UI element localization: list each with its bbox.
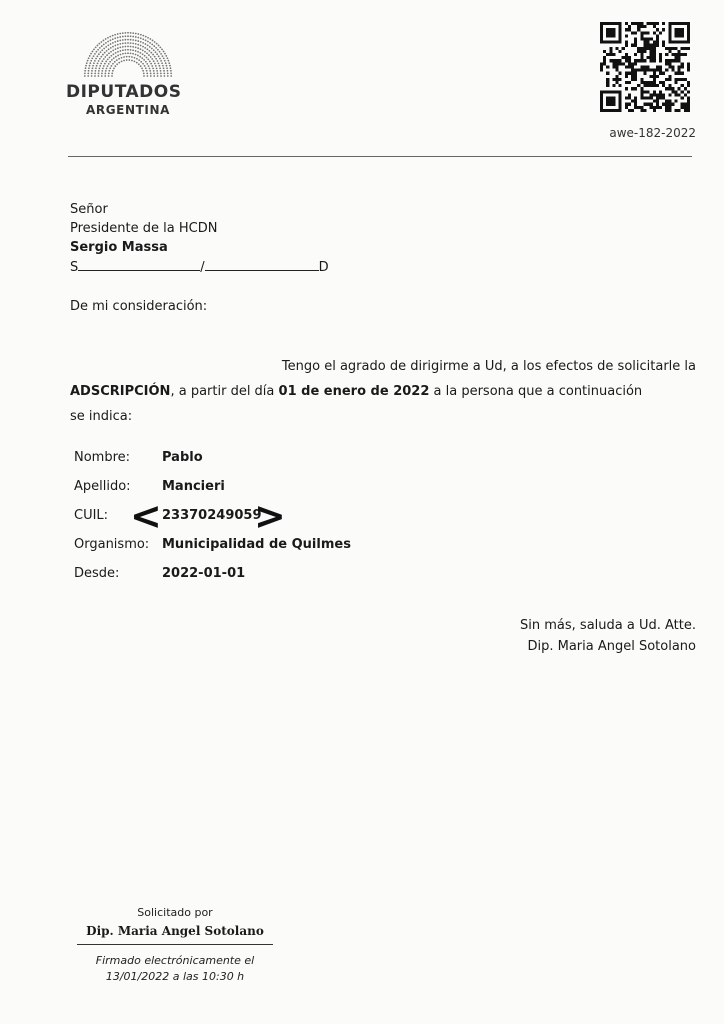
detail-label: Apellido: [74,479,131,494]
detail-label: Organismo: [74,537,150,552]
requested-name: Dip. Maria Angel Sotolano [86,924,264,938]
sd-blank-2 [205,257,319,271]
detail-value: Municipalidad de Quilmes [162,537,351,552]
body-line-2 [70,379,696,404]
detail-label: Nombre: [74,450,131,465]
body-mid: , a partir del día [170,384,279,399]
recipient-block [70,200,329,277]
sd-d: D [318,260,329,275]
detail-label: CUIL: [74,508,109,523]
recipient-sd-line [70,257,329,277]
signed-note [70,953,280,985]
request-footer [70,906,280,985]
logo-country: ARGENTINA [86,103,170,117]
detail-value: Mancieri [162,479,225,494]
body-line-3: se indica: [70,409,133,424]
closing-line: Sin más, saluda a Ud. Atte. [520,618,696,633]
body-line-1: Tengo el agrado de dirigirme a Ud, a los efectos de solicitarle la [281,359,696,374]
sd-slash: / [200,260,205,275]
logo-name: DIPUTADOS [66,82,182,102]
requested-label: Solicitado por [137,906,213,919]
body-date: 01 de enero de 2022 [278,384,430,399]
body-tail: a la persona que a continuación [429,384,643,399]
sd-s: S [70,260,79,275]
detail-value: 23370249059 [162,508,262,523]
signature-divider [77,944,273,945]
recipient-salutation: Señor [70,202,108,217]
diputados-logo [66,30,190,117]
signed-line-1: Firmado electrónicamente el [95,954,255,967]
recipient-name: Sergio Massa [70,240,168,255]
document-reference: awe-182-2022 [609,126,696,140]
chevron-left-icon: < [130,494,162,538]
signed-line-2: 13/01/2022 a las 10:30 h [105,970,245,983]
closing-block [520,615,696,657]
sd-blank-1 [78,257,200,271]
qr-code-icon [600,22,690,112]
header-divider [68,156,692,157]
closing-signer: Dip. Maria Angel Sotolano [527,639,696,654]
chevron-right-icon: > [254,494,286,538]
recipient-position: Presidente de la HCDN [70,221,218,236]
detail-label: Desde: [74,566,120,581]
body-paragraph [70,354,696,429]
detail-value: Pablo [162,450,203,465]
hemicycle-icon [78,30,178,78]
greeting: De mi consideración: [70,299,208,314]
detail-value: 2022-01-01 [162,566,246,581]
body-term: ADSCRIPCIÓN [70,384,171,399]
